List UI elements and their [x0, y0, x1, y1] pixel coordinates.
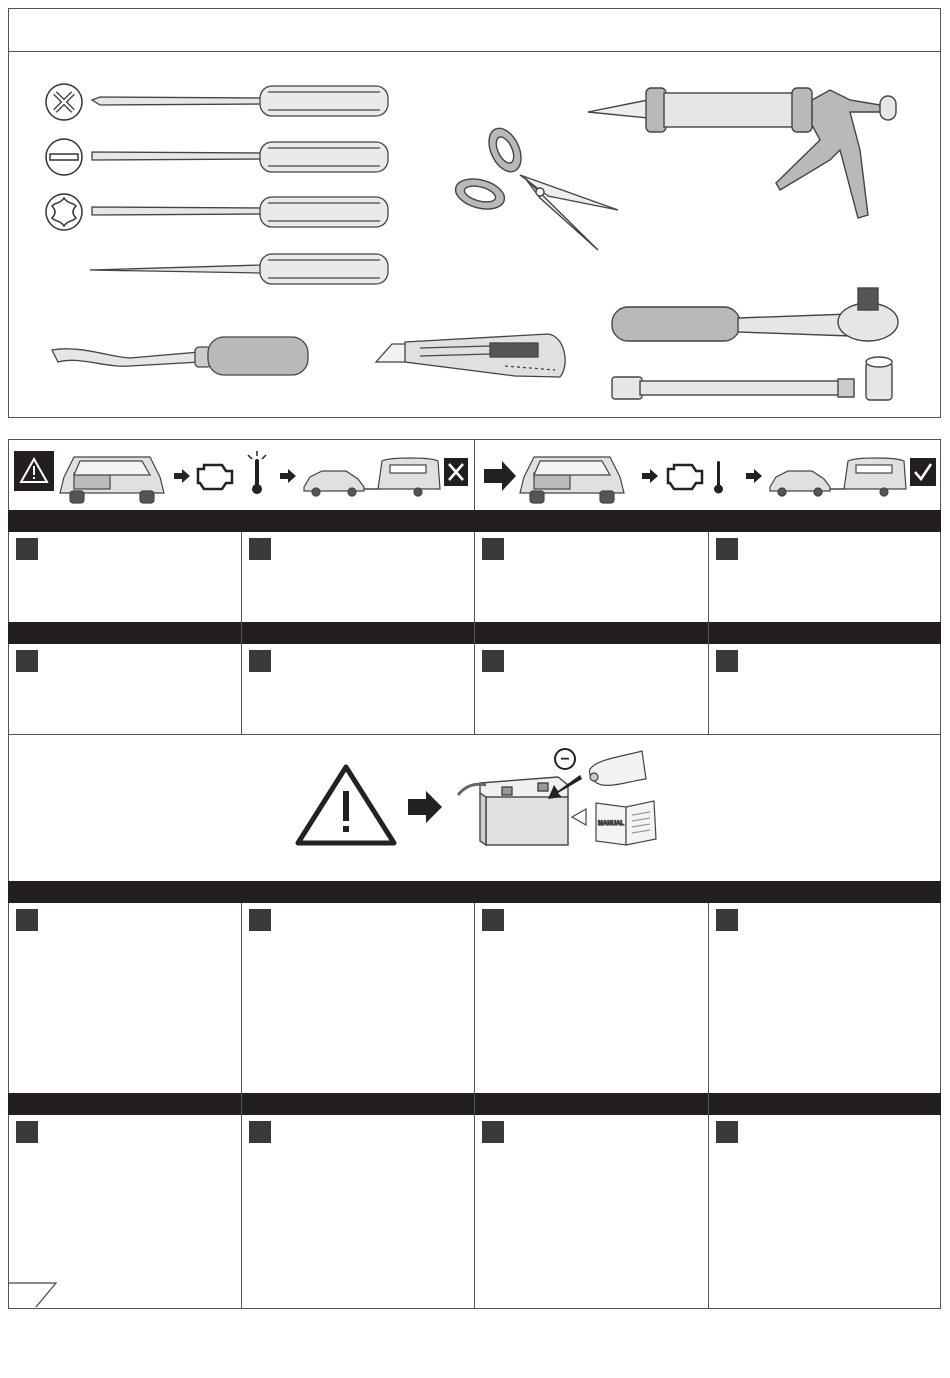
suv-front-icon [60, 457, 164, 503]
engine-icon [668, 465, 702, 489]
car-towing-icon [304, 471, 364, 496]
manual-book-icon [572, 801, 656, 845]
arrow-icon [280, 469, 296, 483]
temperature-normal-icon [714, 461, 723, 494]
socket [866, 357, 892, 400]
step-marker [482, 1121, 504, 1143]
column-divider [708, 903, 709, 1309]
arrow-icon [642, 469, 658, 483]
step-marker [482, 909, 504, 931]
page-corner-tab [8, 1283, 58, 1311]
towing-sequence-right [480, 443, 940, 507]
towing-strip-divider [474, 440, 475, 510]
step-marker [249, 1121, 271, 1143]
step-marker [482, 538, 504, 560]
check-icon [910, 458, 936, 486]
engine-icon [198, 465, 232, 489]
column-divider [241, 532, 242, 734]
temperature-hot-icon [248, 451, 266, 494]
arrow-icon [174, 469, 190, 483]
manual-label: MANUAL [598, 821, 624, 827]
battery-warning-illustration [290, 745, 670, 875]
suv-front-icon [520, 457, 624, 503]
screwdriver-phillips [92, 86, 388, 116]
step-row-1-header [8, 510, 941, 532]
car-battery-icon [458, 777, 568, 845]
arrow-icon [746, 469, 762, 483]
pick-icon [90, 254, 388, 284]
hand-icon [590, 751, 646, 785]
flat-icon [46, 139, 82, 175]
scissors [452, 123, 618, 250]
tools-illustration [0, 0, 950, 420]
phillips-icon [46, 84, 82, 120]
step-marker [249, 909, 271, 931]
car-towing-icon [770, 471, 830, 496]
extension-bar [612, 377, 854, 399]
large-arrow-icon [408, 791, 442, 823]
ratchet [612, 288, 898, 341]
step-marker [716, 650, 738, 672]
utility-knife [376, 334, 565, 377]
step-marker [716, 538, 738, 560]
caulking-gun [588, 88, 896, 218]
step-marker [249, 650, 271, 672]
caravan-icon [844, 458, 906, 496]
caravan-icon [378, 458, 440, 496]
column-divider [241, 903, 242, 1309]
minus-label: − [560, 751, 570, 768]
screwdriver-torx [92, 197, 388, 227]
warning-triangle-icon [18, 455, 50, 487]
step-marker [482, 650, 504, 672]
warning-triangle-icon [298, 767, 394, 843]
step-marker [16, 909, 38, 931]
row-divider [8, 734, 941, 735]
trim-removal-tool [52, 337, 308, 375]
column-divider [474, 903, 475, 1309]
step-marker [16, 1121, 38, 1143]
cross-icon [444, 458, 468, 486]
column-divider [474, 532, 475, 734]
screwdriver-flat [92, 142, 388, 172]
towing-sequence-left [60, 443, 470, 507]
torx-icon [46, 194, 82, 230]
step-marker [16, 650, 38, 672]
step-marker [716, 909, 738, 931]
large-arrow-icon [484, 461, 516, 491]
column-divider [708, 532, 709, 734]
step-marker [716, 1121, 738, 1143]
step-row-3-header [8, 881, 941, 903]
minus-terminal-icon [555, 749, 575, 769]
step-marker [16, 538, 38, 560]
step-marker [249, 538, 271, 560]
